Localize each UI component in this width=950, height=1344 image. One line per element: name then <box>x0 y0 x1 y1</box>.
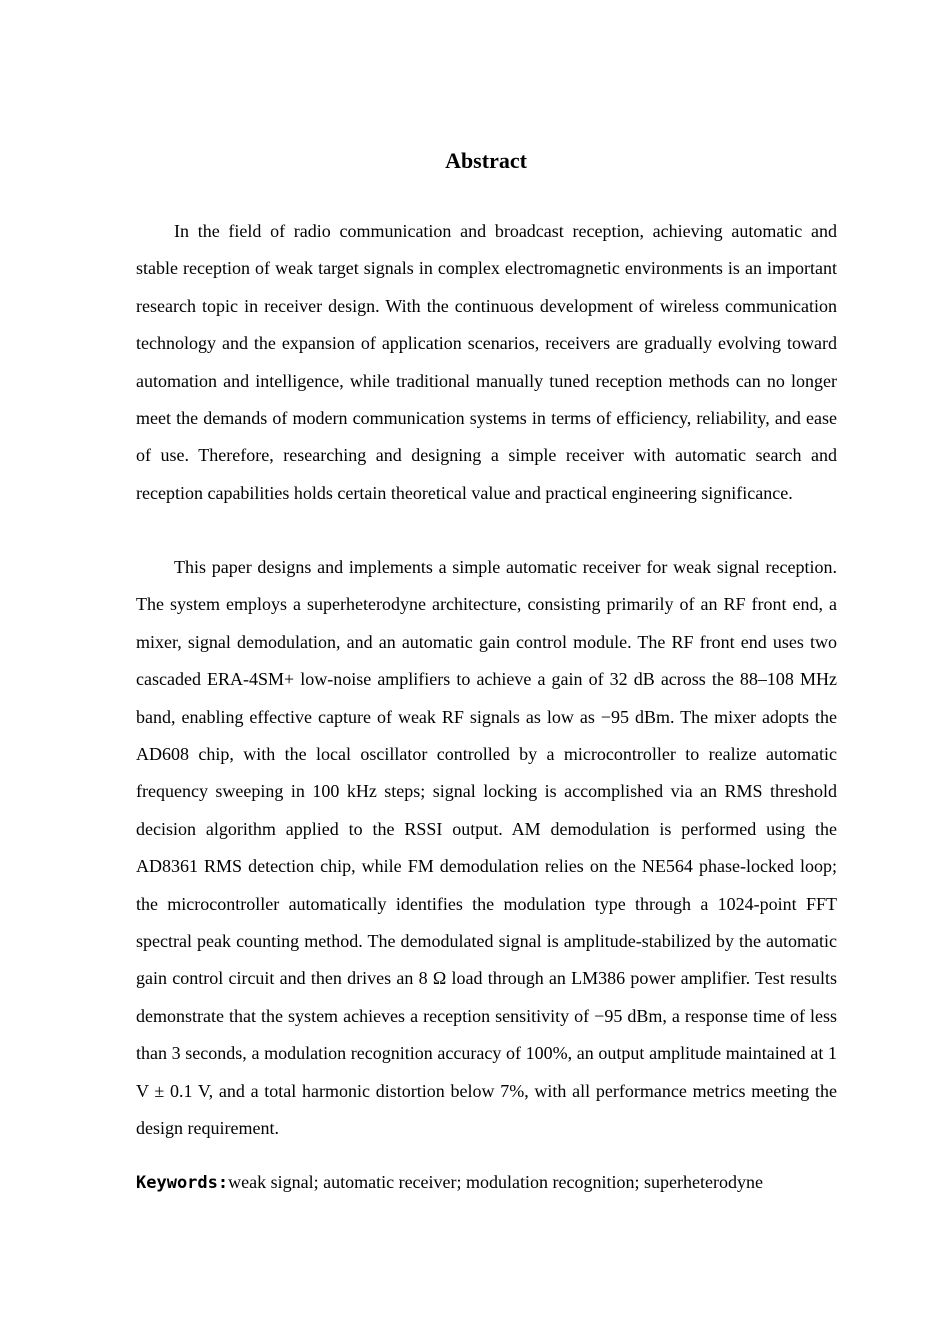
keywords-line <box>136 1172 856 1193</box>
abstract-paragraph-2: This paper designs and implements a simple automatic receiver for weak signal reception. The system employs a superheterodyne architecture, consisting primarily of an RF front end, a mixer, signal demodulation, and an automatic gain control module. The RF front end uses two cascaded ERA-4SM+ low-noise amplifiers to achieve a gain of 32 dB across the 88–108 MHz band, enabling effective capture of weak RF signals as low as −95 dBm. The mixer adopts the AD608 chip, with the local oscillator controlled by a microcontroller to realize automatic frequency sweeping in 100 kHz steps; signal locking is accomplished via an RMS threshold decision algorithm applied to the RSSI output. AM demodulation is performed using the AD8361 RMS detection chip, while FM demodulation relies on the NE564 phase-locked loop; the microcontroller automatically identifies the modulation type through a 1024-point FFT spectral peak counting method. The demodulated signal is amplitude-stabilized by the automatic gain control circuit and then drives an 8 Ω load through an LM386 power amplifier. Test results demonstrate that the system achieves a reception sensitivity of −95 dBm, a response time of less than 3 seconds, a modulation recognition accuracy of 100%, an output amplitude maintained at 1 V ± 0.1 V, and a total harmonic distortion below 7%, with all performance metrics meeting the design requirement. <box>136 557 837 1139</box>
abstract-paragraph-1: In the field of radio communication and broadcast reception, achieving automatic and stable reception of weak target signals in complex electromagnetic environments is an important research topic in receiver design. With the continuous development of wireless communication technology and the expansion of application scenarios, receivers are gradually evolving toward automation and intelligence, while traditional manually tuned reception methods can no longer meet the demands of modern communication systems in terms of efficiency, reliability, and ease of use. Therefore, researching and designing a simple receiver with automatic search and reception capabilities holds certain theoretical value and practical engineering significance. <box>136 221 837 503</box>
keywords-label: Keywords: <box>136 1173 229 1193</box>
abstract-title: Abstract <box>445 148 527 173</box>
keywords-text: weak signal; automatic receiver; modulation recognition; superheterodyne <box>228 1172 763 1192</box>
